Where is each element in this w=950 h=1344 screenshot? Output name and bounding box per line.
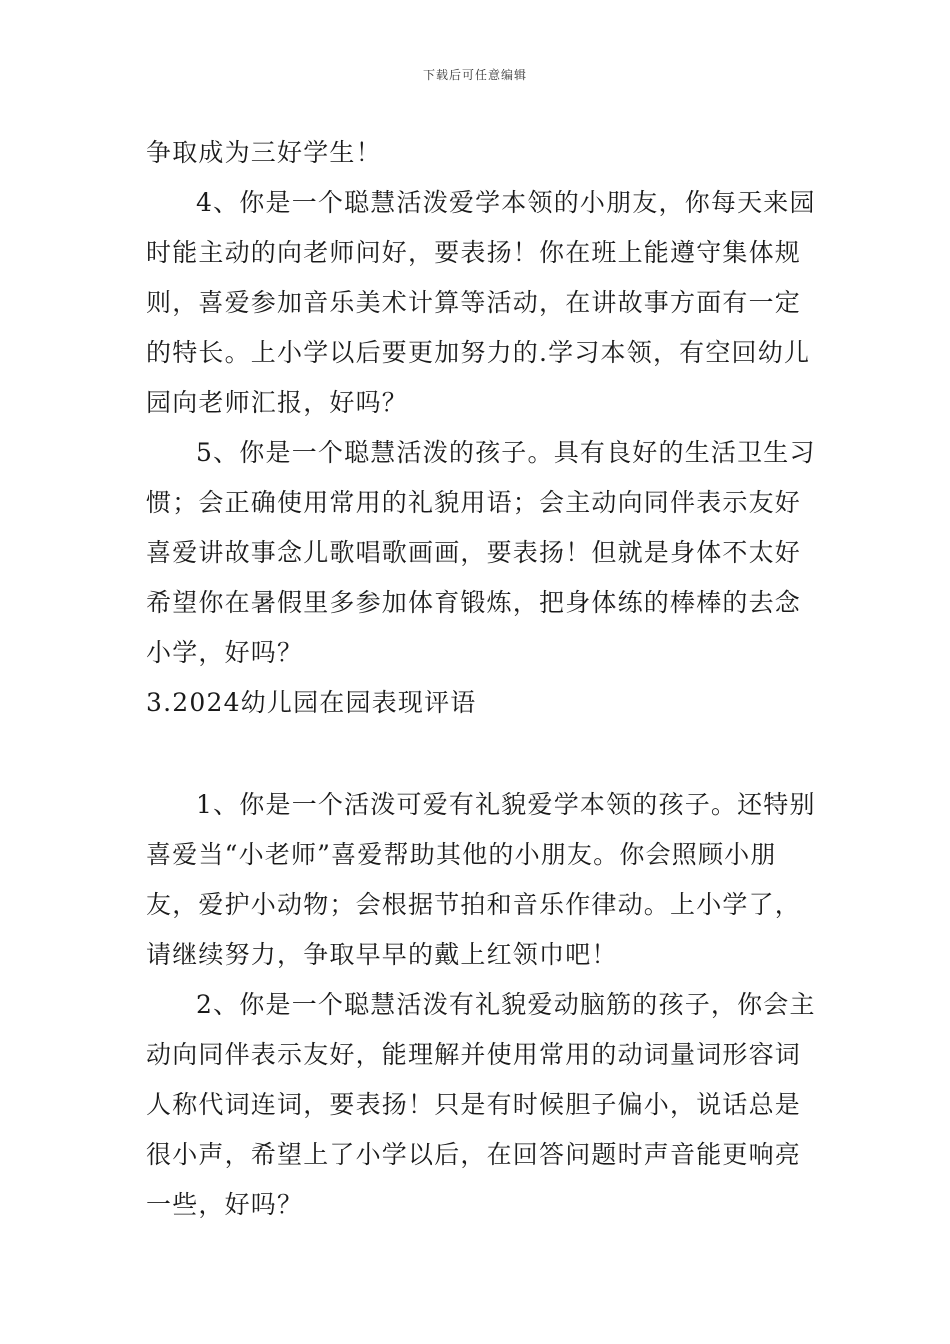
paragraph-line: 时能主动的向老师问好，要表扬！你在班上能遵守集体规	[146, 238, 802, 267]
paragraph-line: 请继续努力，争取早早的戴上红领巾吧！	[146, 940, 618, 969]
paragraph-line: 惯；会正确使用常用的礼貌用语；会主动向同伴表示友好	[146, 488, 802, 517]
page-header-note: 下载后可任意编辑	[422, 68, 527, 82]
paragraph-line: 园向老师汇报，好吗？	[146, 388, 409, 417]
paragraph-line: 人称代词连词，要表扬！只是有时候胆子偏小，说话总是	[146, 1090, 802, 1119]
paragraph-line: 争取成为三好学生！	[146, 138, 382, 167]
paragraph-line: 喜爱当“小老师”喜爱帮助其他的小朋友。你会照顾小朋	[146, 840, 777, 869]
paragraph-line: 很小声，希望上了小学以后，在回答问题时声音能更响亮	[146, 1140, 802, 1169]
paragraph-line: 2、你是一个聪慧活泼有礼貌爱动脑筋的孩子，你会主	[196, 990, 816, 1019]
paragraph-line: 5、你是一个聪慧活泼的孩子。具有良好的生活卫生习	[196, 438, 816, 467]
paragraph-line: 一些，好吗？	[146, 1190, 304, 1219]
paragraph-line: 友，爱护小动物；会根据节拍和音乐作律动。上小学了，	[146, 890, 802, 919]
paragraph-line: 1、你是一个活泼可爱有礼貌爱学本领的孩子。还特别	[196, 790, 816, 819]
paragraph-line: 则，喜爱参加音乐美术计算等活动，在讲故事方面有一定	[146, 288, 802, 317]
paragraph-line: 喜爱讲故事念儿歌唱歌画画，要表扬！但就是身体不太好	[146, 538, 802, 567]
blank-spacer	[146, 728, 810, 780]
paragraph-line: 的特长。上小学以后要更加努力的.学习本领，有空回幼儿	[146, 338, 811, 367]
document-body	[146, 128, 816, 1230]
paragraph-line: 动向同伴表示友好，能理解并使用常用的动词量词形容词	[146, 1040, 802, 1069]
section-heading: 3.2024幼儿园在园表现评语	[146, 688, 477, 717]
paragraph-line: 4、你是一个聪慧活泼爱学本领的小朋友，你每天来园	[196, 188, 816, 217]
paragraph-line: 希望你在暑假里多参加体育锻炼，把身体练的棒棒的去念	[146, 588, 802, 617]
paragraph-line: 小学，好吗？	[146, 638, 304, 667]
